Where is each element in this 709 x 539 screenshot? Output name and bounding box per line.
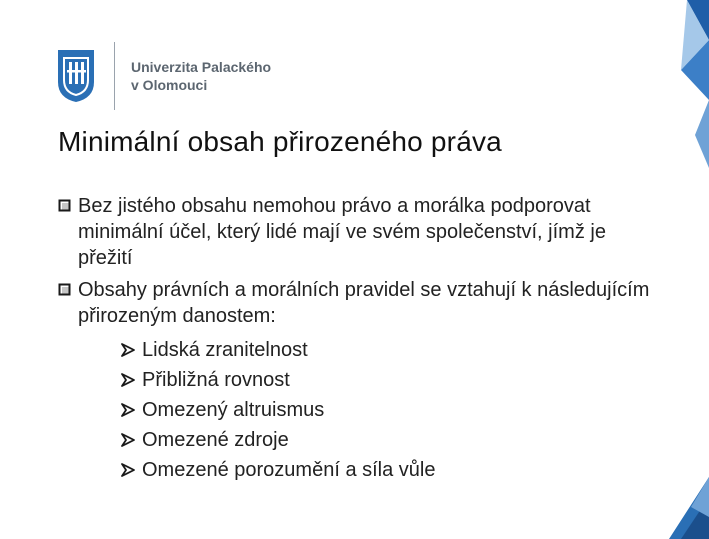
arrow-bullet-icon bbox=[120, 402, 138, 418]
sub-list-item bbox=[120, 365, 658, 395]
bullet-item bbox=[58, 193, 658, 271]
slide-content bbox=[58, 193, 658, 485]
logo-line-1: Univerzita Palackého bbox=[131, 59, 272, 75]
arrow-bullet-icon bbox=[120, 432, 138, 448]
square-bullet-icon bbox=[58, 283, 71, 296]
logo-line-2: v Olomouci bbox=[131, 77, 208, 93]
bullet-text: Obsahy právních a morálních pravidel se vztahují k následujícím přirozeným danostem: bbox=[78, 279, 650, 327]
sub-list-item bbox=[120, 425, 658, 455]
corner-decoration-bottom-icon bbox=[651, 477, 709, 539]
slide-title: Minimální obsah přirozeného práva bbox=[58, 126, 502, 157]
sub-item-text: Omezené zdroje bbox=[142, 429, 289, 451]
sub-list-item bbox=[120, 395, 658, 425]
bullet-item bbox=[58, 277, 658, 329]
sub-item-text: Omezené porozumění a síla vůle bbox=[142, 459, 436, 481]
university-logo bbox=[56, 40, 271, 112]
logo-divider bbox=[114, 42, 115, 110]
corner-decoration-top-icon bbox=[667, 0, 709, 168]
sub-list-item bbox=[120, 455, 658, 485]
arrow-bullet-icon bbox=[120, 372, 138, 388]
arrow-bullet-icon bbox=[120, 462, 138, 478]
sub-item-text: Lidská zranitelnost bbox=[142, 339, 308, 361]
sub-list bbox=[58, 335, 658, 485]
sub-item-text: Omezený altruismus bbox=[142, 399, 325, 421]
bullet-text: Bez jistého obsahu nemohou právo a morálka podporovat minimální účel, který lidé mají ve svém společenství, jímž je přežití bbox=[78, 195, 606, 269]
arrow-bullet-icon bbox=[120, 342, 138, 358]
logo-text bbox=[131, 58, 271, 94]
sub-list-item bbox=[120, 335, 658, 365]
sub-item-text: Přibližná rovnost bbox=[142, 369, 290, 391]
upol-shield-icon bbox=[56, 48, 96, 104]
square-bullet-icon bbox=[58, 199, 71, 212]
